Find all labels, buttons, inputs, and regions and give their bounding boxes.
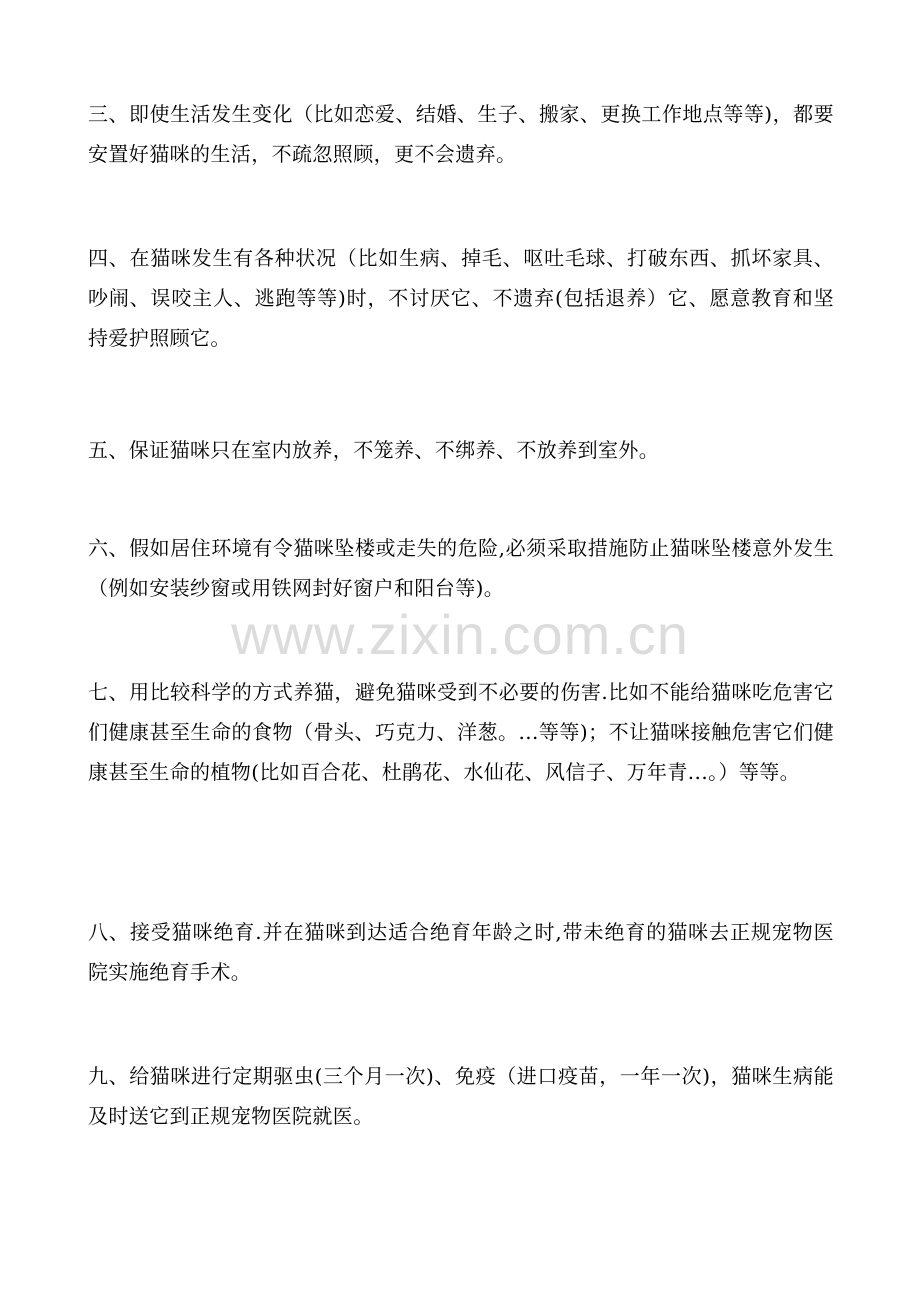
paragraph-3: 三、即使生活发生变化（比如恋爱、结婚、生子、搬家、更换工作地点等等)，都要安置好猫咪的生活，不疏忽照顾，更不会遗弃。	[88, 102, 834, 166]
paragraph-4: 四、在猫咪发生有各种状况（比如生病、掉毛、呕吐毛球、打破东西、抓坏家具、吵闹、误咬主人、逃跑等等)时，不讨厌它、不遗弃(包括退养）它、愿意教育和坚持爱护照顾它。	[88, 246, 834, 350]
paragraph-9: 九、给猫咪进行定期驱虫(三个月一次)、免疫（进口疫苗，一年一次)，猫咪生病能及时送它到正规宠物医院就医。	[88, 1064, 834, 1128]
paragraph-6: 六、假如居住环境有令猫咪坠楼或走失的危险,必须采取措施防止猫咪坠楼意外发生（例如安装纱窗或用铁网封好窗户和阳台等)。	[88, 536, 834, 600]
paragraph-7: 七、用比较科学的方式养猫，避免猫咪受到不必要的伤害.比如不能给猫咪吃危害它们健康甚至生命的食物（骨头、巧克力、洋葱。...等等)；不让猫咪接触危害它们健康甚至生命的植物(比如百合花、杜鹃花、水仙花、风信子、万年青...。）等等。	[88, 680, 834, 784]
paragraph-5: 五、保证猫咪只在室内放养，不笼养、不绑养、不放养到室外。	[88, 438, 660, 462]
paragraph-8: 八、接受猫咪绝育.并在猫咪到达适合绝育年龄之时,带未绝育的猫咪去正规宠物医院实施绝育手术。	[88, 920, 834, 984]
watermark: www.zixin.com.cn	[231, 603, 689, 666]
